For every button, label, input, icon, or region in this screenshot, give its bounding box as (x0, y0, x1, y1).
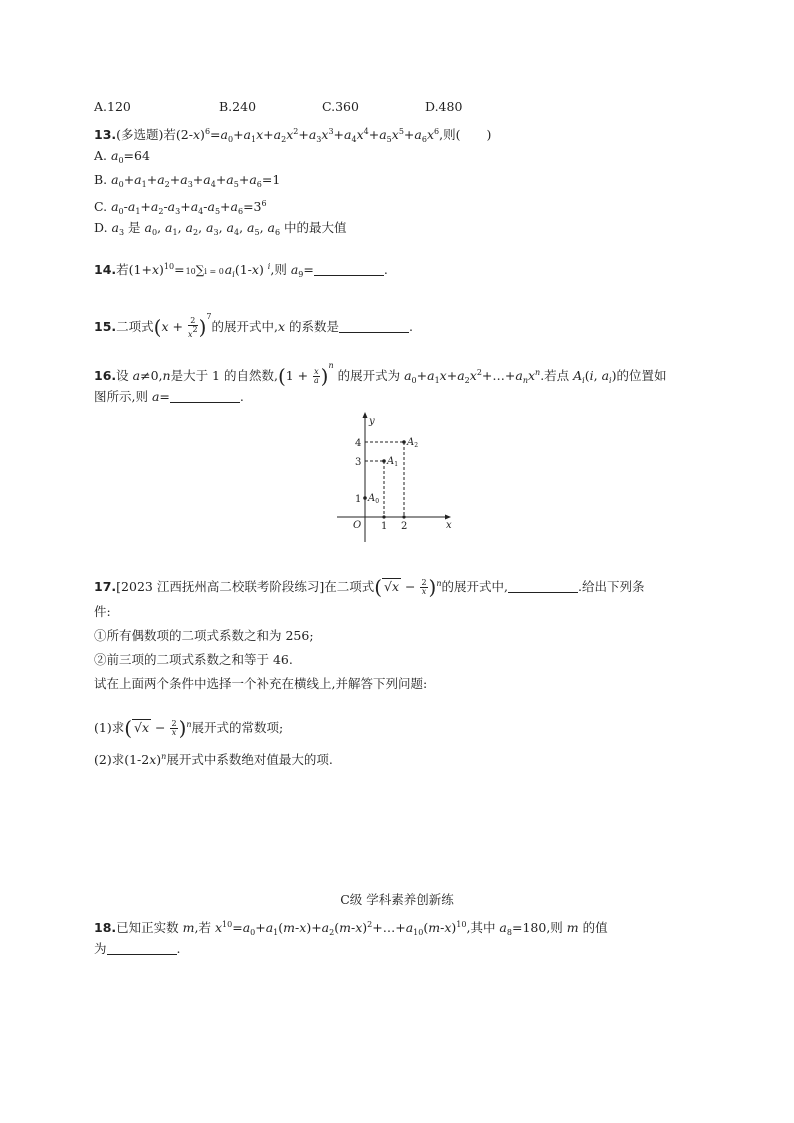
q13-option-c: C. $a_0-a_1+a_2-a_3+a_4-a_5+a_6=3^6$ (94, 199, 267, 216)
x-tick-1: 1 (381, 521, 388, 532)
y-axis-label: y (369, 416, 375, 427)
question-14: 14.若$(1+x)^{10}=10\sum i = 0a_i(1-x)$ $^i$,则 $a_9=$ . (94, 262, 388, 279)
y-tick-3: 3 (355, 457, 362, 468)
instruction: 试在上面两个条件中选择一个补充在横线上,并解答下列问题: (94, 676, 428, 691)
answer-blank[interactable] (170, 390, 240, 403)
answer-blank[interactable] (508, 580, 578, 593)
point-a1 (382, 459, 386, 463)
option-b: B.240 (219, 99, 257, 114)
point-a0 (363, 496, 367, 500)
question-18-line2: 为 . (94, 941, 181, 956)
question-16-line2: 图所示,则 a= . (94, 389, 244, 404)
option-c: C.360 (322, 99, 359, 114)
x-tick-2: 2 (401, 521, 408, 532)
question-13: 13.(多选题)若$(2-x)^6=a_0+a_1x+a_2x^2+a_3x^3+a_4x^4+a_5x^5+a_6x^6$,则( ) (94, 127, 492, 144)
question-18: 18.已知正实数 m,若 $x^{10}=a_0+a_1(m-x)+a_2(m-x)^2+\dots+a_{10}(m-x)^{10}$,其中 $a_8=180$,则 m 的值 (94, 920, 608, 937)
section-title: C级 学科素养创新练 (340, 892, 454, 907)
question-17: 17.[2023 江西抚州高二校联考阶段练习]在二项式( √x − $\frac{2}{x}$ )$^n$的展开式中, .给出下列条 (94, 575, 645, 599)
condition-1: ①所有偶数项的二项式系数之和为 256; (94, 628, 314, 643)
label-a0: $A_0$ (368, 493, 380, 505)
question-17-line2: 件: (94, 604, 111, 619)
answer-blank[interactable] (314, 263, 384, 276)
answer-blank[interactable] (339, 320, 409, 333)
point-a2 (402, 440, 406, 444)
y-tick-4: 4 (355, 438, 362, 449)
label-a2: $A_2$ (407, 437, 419, 449)
label-a1: $A_1$ (387, 456, 399, 468)
sub-question-1: (1)求( √x − $\frac{2}{x}$ )$^n$展开式的常数项; (94, 716, 284, 740)
option-d: D.480 (425, 99, 463, 114)
q13-option-b: B. $a_0+a_1+a_2+a_3+a_4+a_5+a_6=1$ (94, 172, 281, 189)
coordinate-graph (335, 410, 465, 546)
y-axis-arrow (363, 412, 368, 418)
question-16: 16.设 a≠0,n是大于 1 的自然数,(1 + $\frac{x}{a}$ )$^n$ 的展开式为 $a_0+a_1x+a_2x^2+\dots+a_nx^n$.若点 $A_i(i$, $a_i$)的位置如 (94, 361, 667, 388)
condition-2: ②前三项的二项式系数之和等于 46. (94, 652, 293, 667)
summation-symbol: 10∑i = 0 (185, 263, 224, 277)
x-axis-label: x (446, 520, 452, 531)
sub-question-2: (2)求$(1-2x)^n$展开式中系数绝对值最大的项. (94, 752, 333, 767)
x-axis-arrow (445, 515, 451, 520)
y-tick-1: 1 (355, 494, 362, 505)
answer-blank[interactable] (107, 942, 177, 955)
q13-option-d: D. $a_3$ 是 $a_0$, $a_1$, $a_2$, $a_3$, $a_4$, $a_5$, $a_6$ 中的最大值 (94, 220, 347, 237)
question-15: 15.二项式(x + $\frac{2}{x^2}$ )$^7$的展开式中,x 的系数是 . (94, 312, 414, 339)
origin-label: O (353, 520, 362, 531)
option-a: A.120 (94, 99, 131, 114)
q13-option-a: A. $a_0=64$ (94, 148, 150, 165)
